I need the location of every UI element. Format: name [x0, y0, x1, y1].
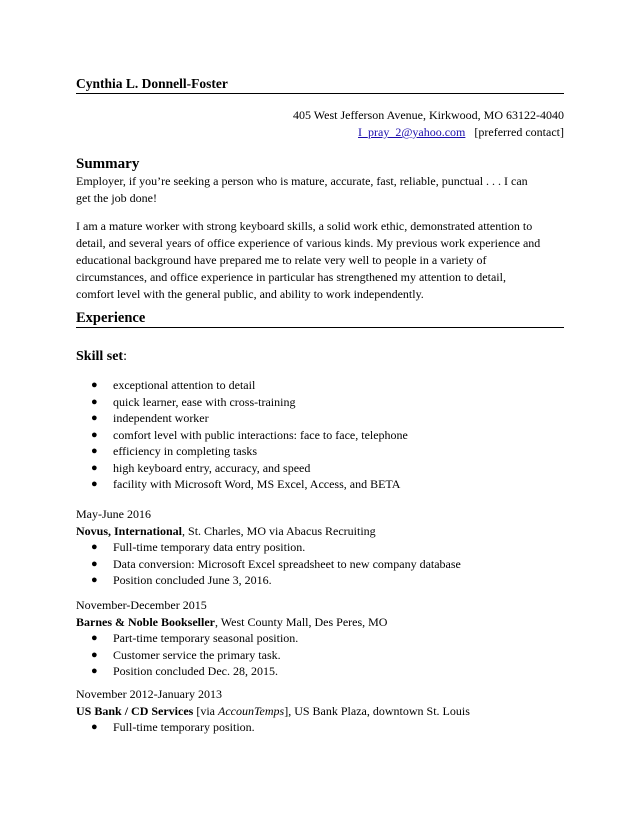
bullet-icon: ● — [91, 721, 98, 733]
list-item: ● facility with Microsoft Word, MS Excel, Access, and BETA — [91, 477, 401, 491]
bullet-icon: ● — [91, 541, 98, 553]
experience-heading: Experience — [76, 310, 564, 328]
job-entry-barnes-noble — [76, 597, 566, 680]
address-line: 405 West Jefferson Avenue, Kirkwood, MO 63122-4040 — [292, 108, 564, 122]
bullet-icon: ● — [91, 557, 98, 570]
text-line: I am a mature worker with strong keyboard skills, a solid work ethic, demonstrated attention to — [76, 219, 533, 233]
bullet-icon: ● — [91, 478, 98, 490]
list-item: ● Full-time temporary position. — [91, 720, 255, 734]
job-dates: November 2012-January 2013 — [76, 687, 222, 701]
job-dates: November-December 2015 — [76, 598, 207, 612]
list-item: ● high keyboard entry, accuracy, and speed — [91, 460, 311, 475]
bullet-icon: ● — [91, 412, 98, 424]
job-entry-us-bank — [76, 686, 566, 736]
list-item: ● Customer service the primary task. — [91, 647, 281, 662]
text-line: educational background have prepared me to relate very well to people in a variety of — [76, 253, 487, 267]
list-item: ● independent worker — [91, 411, 209, 425]
job-dates: May-June 2016 — [76, 507, 151, 521]
summary-paragraph-1 — [76, 173, 566, 207]
list-item: ● exceptional attention to detail — [91, 378, 256, 392]
bullet-icon: ● — [91, 574, 98, 586]
email-line — [76, 124, 564, 141]
skill-list — [91, 377, 408, 493]
list-item: ● efficiency in completing tasks — [91, 444, 258, 458]
applicant-name: Cynthia L. Donnell-Foster — [76, 76, 564, 94]
text-line: circumstances, and office experience in particular has strengthened my attention to detail, — [76, 270, 506, 284]
list-item: ● Part-time temporary seasonal position. — [91, 631, 299, 645]
contact-block — [76, 107, 564, 141]
job-employer: US Bank / CD Services [via AccounTemps], US Bank Plaza, downtown St. Louis — [76, 703, 470, 718]
bullet-icon: ● — [91, 648, 98, 661]
bullet-icon: ● — [91, 665, 98, 677]
job-employer: Barnes & Noble Bookseller, West County Mall, Des Peres, MO — [76, 614, 388, 629]
summary-heading: Summary — [76, 156, 140, 172]
skill-set-heading — [76, 349, 127, 365]
bullet-icon: ● — [91, 379, 98, 391]
email-note: [preferred contact] — [474, 125, 564, 139]
job-duties — [91, 539, 566, 589]
text-line: Employer, if you’re seeking a person who is mature, accurate, fast, reliable, punctual . . . I can — [76, 174, 528, 188]
job-duties — [91, 719, 566, 736]
list-item: ● Data conversion: Microsoft Excel spreadsheet to new company database — [91, 556, 461, 571]
skill-set-colon: : — [123, 349, 127, 364]
list-item: ● quick learner, ease with cross-training — [91, 394, 296, 409]
text-line: comfort level with the general public, and ability to work independently. — [76, 287, 424, 301]
text-line: detail, and several years of office experience of various kinds. My previous work experience and — [76, 236, 541, 250]
job-employer: Novus, International, St. Charles, MO via Abacus Recruiting — [76, 523, 376, 538]
email-link[interactable]: I_pray_2@yahoo.com — [358, 125, 466, 139]
list-item: ● comfort level with public interactions: face to face, telephone — [91, 427, 408, 442]
job-duties — [91, 630, 566, 680]
bullet-icon: ● — [91, 461, 98, 474]
list-item: ● Full-time temporary data entry position. — [91, 540, 306, 554]
bullet-icon: ● — [91, 428, 98, 441]
text-line: get the job done! — [76, 191, 157, 205]
job-entry-novus — [76, 506, 566, 589]
bullet-icon: ● — [91, 445, 98, 457]
list-item: ● Position concluded June 3, 2016. — [91, 573, 272, 587]
bullet-icon: ● — [91, 632, 98, 644]
list-item: ● Position concluded Dec. 28, 2015. — [91, 664, 278, 678]
summary-paragraph-2 — [76, 218, 566, 303]
skill-set-label: Skill set — [76, 349, 124, 364]
bullet-icon: ● — [91, 395, 98, 408]
